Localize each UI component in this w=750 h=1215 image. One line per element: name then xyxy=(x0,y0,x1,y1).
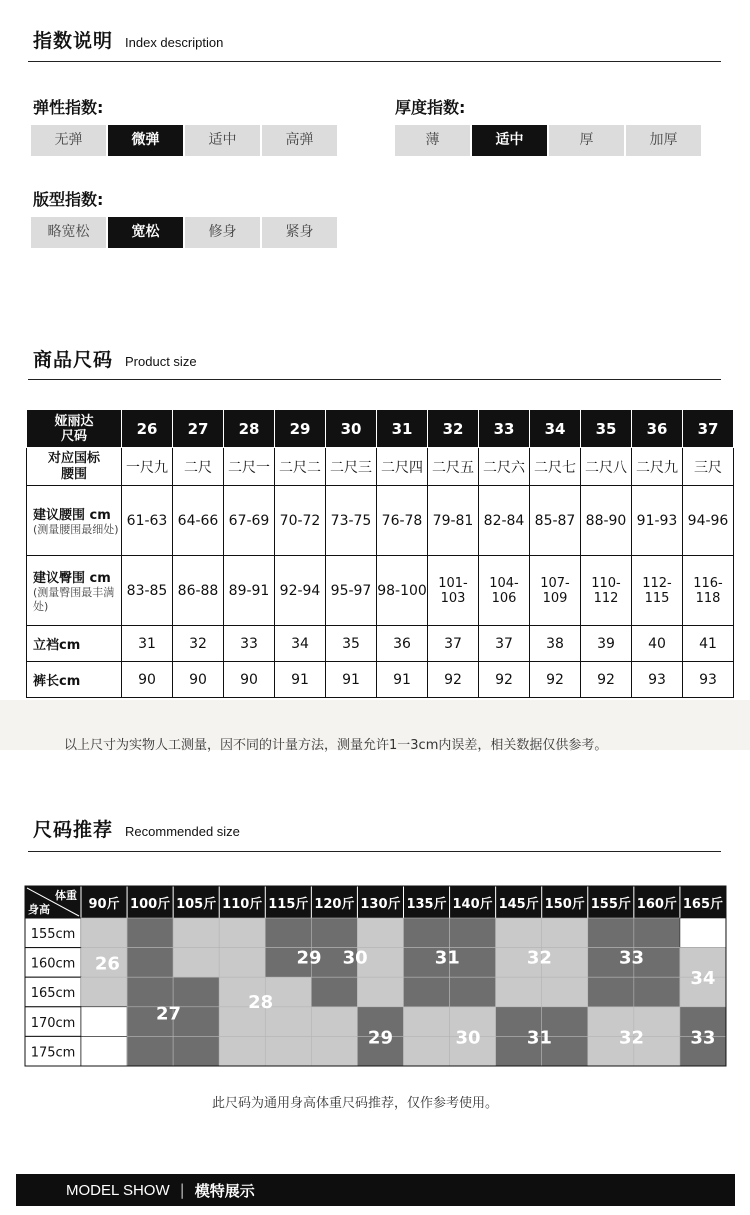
rec-title-cn: 尺码推荐 xyxy=(33,819,114,841)
size-cell: 38 xyxy=(530,626,581,662)
size-grid-cell xyxy=(219,918,265,948)
size-title-en: Product size xyxy=(125,354,197,369)
size-recommend-label: 29 xyxy=(367,1027,393,1049)
size-grid-cell xyxy=(265,918,311,948)
size-grid-cell xyxy=(680,918,726,948)
elasticity-label: 弹性指数: xyxy=(33,98,104,117)
weight-header: 105斤 xyxy=(176,897,217,912)
option-chip: 紧身 xyxy=(262,217,337,248)
size-recommend-label: 30 xyxy=(455,1027,481,1049)
size-cell: 91 xyxy=(377,662,428,698)
size-cell: 32 xyxy=(173,626,224,662)
rec-title-en: Recommended size xyxy=(125,824,240,839)
size-cell: 39 xyxy=(581,626,632,662)
size-header-cell: 28 xyxy=(224,410,275,448)
size-header-cell: 35 xyxy=(581,410,632,448)
size-header-cell: 30 xyxy=(326,410,377,448)
size-recommend-label: 33 xyxy=(619,947,645,969)
size-cell: 70-72 xyxy=(275,486,326,556)
size-cell: 91-93 xyxy=(632,486,683,556)
size-grid-cell xyxy=(403,1036,449,1066)
size-cell: 89-91 xyxy=(224,556,275,626)
size-grid-cell xyxy=(403,1007,449,1037)
size-cell: 112-115 xyxy=(632,556,683,626)
size-grid-cell xyxy=(127,918,173,948)
size-grid-cell xyxy=(496,977,542,1007)
size-grid-cell xyxy=(127,977,173,1007)
row-label-text: 建议臀围 cm xyxy=(33,571,111,586)
size-grid-cell xyxy=(357,977,403,1007)
size-recommend-label: 26 xyxy=(94,953,120,975)
size-cell: 94-96 xyxy=(683,486,734,556)
size-recommend-label: 34 xyxy=(690,968,716,990)
size-cell: 41 xyxy=(683,626,734,662)
size-grid-cell xyxy=(81,977,127,1007)
size-grid-cell xyxy=(173,1036,219,1066)
size-cell: 85-87 xyxy=(530,486,581,556)
size-cell: 92 xyxy=(530,662,581,698)
size-grid-cell xyxy=(265,1036,311,1066)
size-grid-cell xyxy=(219,1036,265,1066)
corner-height-label: 身高 xyxy=(28,903,50,916)
option-chip: 略宽松 xyxy=(31,217,106,248)
height-label: 165cm xyxy=(30,986,76,1002)
option-chip: 厚 xyxy=(549,125,624,156)
size-header-label: 娅丽达 尺码 xyxy=(27,410,122,448)
size-grid-cell xyxy=(81,1007,127,1037)
size-recommend-label: 33 xyxy=(690,1027,716,1049)
size-grid-cell xyxy=(219,948,265,978)
size-cell: 76-78 xyxy=(377,486,428,556)
size-header-cell: 32 xyxy=(428,410,479,448)
size-cell: 34 xyxy=(275,626,326,662)
size-header-cell: 27 xyxy=(173,410,224,448)
size-grid-cell xyxy=(173,977,219,1007)
size-title-cn: 商品尺码 xyxy=(33,349,114,371)
thickness-label: 厚度指数: xyxy=(395,98,466,117)
option-chip: 修身 xyxy=(185,217,260,248)
rec-note: 此尺码为通用身高体重尺码推荐，仅作参考使用。 xyxy=(212,1096,499,1111)
size-recommend-label: 27 xyxy=(156,1003,182,1025)
option-chip: 适中 xyxy=(185,125,260,156)
weight-header: 165斤 xyxy=(682,897,724,912)
size-cell: 92 xyxy=(428,662,479,698)
height-label: 155cm xyxy=(30,927,76,942)
size-header-cell: 31 xyxy=(377,410,428,448)
size-cell: 二尺五 xyxy=(428,448,479,486)
size-header-cell: 29 xyxy=(275,410,326,448)
option-chip: 高弹 xyxy=(262,125,337,156)
height-label: 160cm xyxy=(30,956,76,972)
weight-header: 160斤 xyxy=(636,897,677,912)
size-cell: 93 xyxy=(683,662,734,698)
option-chip: 加厚 xyxy=(626,125,701,156)
size-recommend-label: 32 xyxy=(526,947,552,969)
size-grid-cell xyxy=(81,918,127,948)
size-grid-cell xyxy=(496,918,542,948)
size-cell: 95-97 xyxy=(326,556,377,626)
row-label-note: (测量臀围最丰满处) xyxy=(33,586,115,613)
row-label-text: 裤长cm xyxy=(33,674,81,689)
option-chip: 适中 xyxy=(472,125,547,156)
size-cell: 107-109 xyxy=(530,556,581,626)
size-note: 以上尺寸为实物人工测量，因不同的计量方法，测量允许1一3cm内误差，相关数据仅供参考。 xyxy=(64,738,608,753)
size-cell: 二尺六 xyxy=(479,448,530,486)
index-title-cn: 指数说明 xyxy=(33,30,114,52)
size-cell: 90 xyxy=(173,662,224,698)
height-label: 175cm xyxy=(30,1045,76,1061)
option-chip: 微弹 xyxy=(108,125,183,156)
height-label: 170cm xyxy=(30,1015,76,1031)
banner-en: MODEL SHOW xyxy=(66,1181,170,1199)
size-recommend-label: 32 xyxy=(619,1027,645,1049)
size-grid-cell xyxy=(311,1007,357,1037)
size-grid-cell xyxy=(311,918,357,948)
weight-header: 115斤 xyxy=(268,897,309,912)
size-cell: 40 xyxy=(632,626,683,662)
size-cell: 86-88 xyxy=(173,556,224,626)
size-grid-cell xyxy=(173,918,219,948)
size-header-cell: 34 xyxy=(530,410,581,448)
row-label-text: 立裆cm xyxy=(33,638,81,653)
size-grid-cell xyxy=(634,977,680,1007)
size-recommend-label: 29 xyxy=(296,947,322,969)
weight-header: 140斤 xyxy=(452,897,493,912)
size-cell: 61-63 xyxy=(122,486,173,556)
size-cell: 92 xyxy=(479,662,530,698)
size-cell: 二尺八 xyxy=(581,448,632,486)
size-cell: 二尺九 xyxy=(632,448,683,486)
size-cell: 33 xyxy=(224,626,275,662)
size-cell: 三尺 xyxy=(683,448,734,486)
size-cell: 93 xyxy=(632,662,683,698)
weight-header: 120斤 xyxy=(314,897,355,912)
row-label-note: (测量腰围最细处) xyxy=(33,523,119,536)
index-title-en: Index description xyxy=(125,35,224,50)
row-label-text: 建议腰围 cm xyxy=(33,508,111,523)
size-grid-cell xyxy=(588,918,634,948)
option-chip: 薄 xyxy=(395,125,470,156)
size-grid-cell xyxy=(542,977,588,1007)
weight-header: 155斤 xyxy=(590,897,631,912)
row-label-text: 对应国标 腰围 xyxy=(47,450,100,482)
size-header-cell: 33 xyxy=(479,410,530,448)
size-grid-cell xyxy=(634,918,680,948)
size-grid-cell xyxy=(127,948,173,978)
weight-header: 130斤 xyxy=(360,897,401,912)
size-cell: 二尺 xyxy=(173,448,224,486)
size-cell: 88-90 xyxy=(581,486,632,556)
fit-label: 版型指数: xyxy=(33,190,104,209)
size-grid-cell xyxy=(403,918,449,948)
weight-header: 150斤 xyxy=(544,897,585,912)
size-recommend-label: 30 xyxy=(342,947,368,969)
size-cell: 90 xyxy=(224,662,275,698)
size-cell: 104-106 xyxy=(479,556,530,626)
option-chip: 宽松 xyxy=(108,217,183,248)
size-grid-cell xyxy=(588,977,634,1007)
size-cell: 36 xyxy=(377,626,428,662)
corner-weight-label: 体重 xyxy=(55,889,77,902)
option-chip: 无弹 xyxy=(31,125,106,156)
size-recommend-label: 28 xyxy=(248,991,274,1013)
size-cell: 64-66 xyxy=(173,486,224,556)
size-cell: 92 xyxy=(581,662,632,698)
size-cell: 90 xyxy=(122,662,173,698)
size-cell: 83-85 xyxy=(122,556,173,626)
size-grid-cell xyxy=(450,918,496,948)
size-grid-cell xyxy=(357,918,403,948)
size-cell: 67-69 xyxy=(224,486,275,556)
size-cell: 91 xyxy=(275,662,326,698)
size-cell: 35 xyxy=(326,626,377,662)
size-cell: 二尺七 xyxy=(530,448,581,486)
size-grid-cell xyxy=(127,1036,173,1066)
size-cell: 31 xyxy=(122,626,173,662)
size-header-cell: 36 xyxy=(632,410,683,448)
size-recommend-label: 31 xyxy=(434,947,460,969)
size-header-cell: 26 xyxy=(122,410,173,448)
size-cell: 110-112 xyxy=(581,556,632,626)
weight-header: 145斤 xyxy=(498,897,539,912)
banner-separator: | xyxy=(179,1181,185,1199)
size-cell: 116-118 xyxy=(683,556,734,626)
size-cell: 一尺九 xyxy=(122,448,173,486)
size-grid-cell xyxy=(81,1036,127,1066)
weight-header: 135斤 xyxy=(406,897,447,912)
size-grid-cell xyxy=(311,977,357,1007)
weight-header: 110斤 xyxy=(222,897,263,912)
size-cell: 91 xyxy=(326,662,377,698)
size-cell: 101-103 xyxy=(428,556,479,626)
size-cell: 79-81 xyxy=(428,486,479,556)
size-grid-cell xyxy=(450,977,496,1007)
model-show-banner xyxy=(16,1174,735,1206)
size-cell: 二尺二 xyxy=(275,448,326,486)
size-grid-cell xyxy=(173,948,219,978)
size-cell: 37 xyxy=(428,626,479,662)
weight-header: 100斤 xyxy=(130,897,171,912)
size-grid-cell xyxy=(542,918,588,948)
size-header-cell: 37 xyxy=(683,410,734,448)
size-cell: 98-100 xyxy=(377,556,428,626)
size-cell: 92-94 xyxy=(275,556,326,626)
size-cell: 二尺四 xyxy=(377,448,428,486)
size-cell: 二尺一 xyxy=(224,448,275,486)
banner-cn: 模特展示 xyxy=(194,1181,255,1200)
size-grid-cell xyxy=(311,1036,357,1066)
size-grid-cell xyxy=(403,977,449,1007)
size-cell: 37 xyxy=(479,626,530,662)
size-recommend-label: 31 xyxy=(526,1027,552,1049)
size-cell: 73-75 xyxy=(326,486,377,556)
size-cell: 二尺三 xyxy=(326,448,377,486)
weight-header: 90斤 xyxy=(88,897,120,912)
size-cell: 82-84 xyxy=(479,486,530,556)
